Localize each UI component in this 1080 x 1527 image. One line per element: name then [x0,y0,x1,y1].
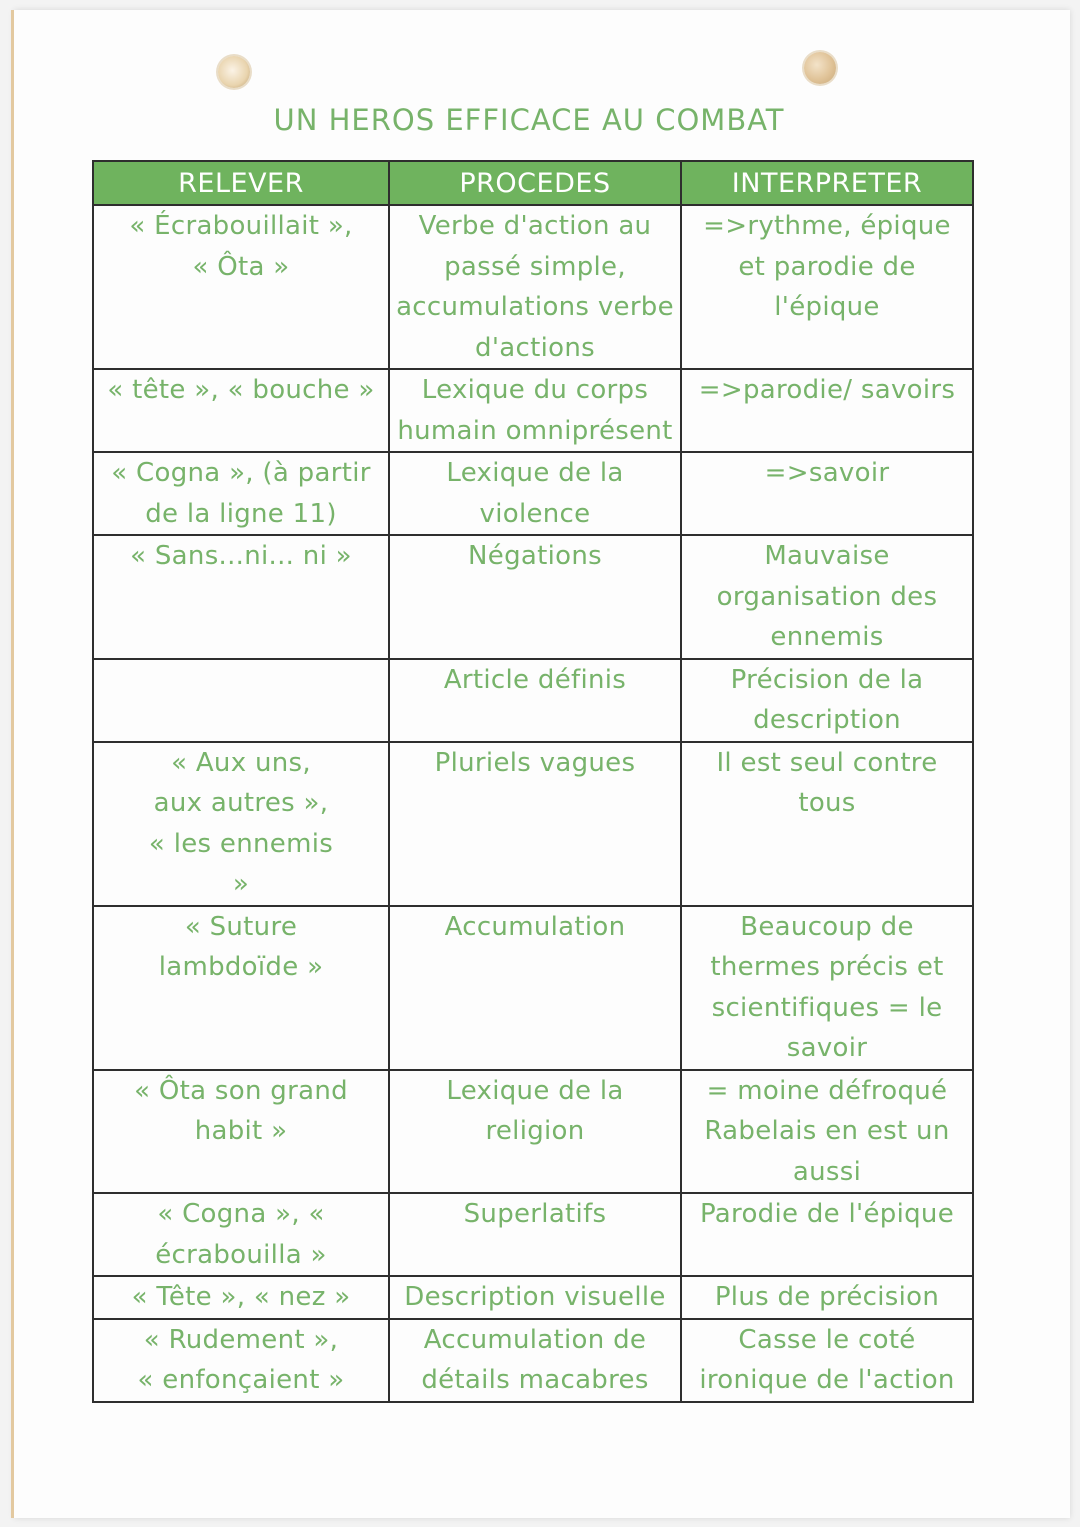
cell-relever: « Cogna », (à partir de la ligne 11) [93,452,389,535]
cell-relever: « Suture lambdoïde » [93,906,389,1070]
table-row [93,1319,973,1402]
cell-relever [93,659,389,742]
table-row [93,1193,973,1276]
cell-interpreter: = moine défroqué Rabelais en est un aussi [681,1070,973,1194]
cell-procedes: Négations [389,535,681,659]
table-row [93,452,973,535]
cell-relever: « Rudement », « enfonçaient » [93,1319,389,1402]
column-header-interpreter: INTERPRETER [681,161,973,205]
punch-hole-left [218,56,250,88]
cell-relever: « tête », « bouche » [93,369,389,452]
page-title: UN HEROS EFFICACE AU COMBAT [273,103,785,137]
table-row [93,1276,973,1319]
cell-procedes: Accumulation [389,906,681,1070]
cell-relever: « Sans...ni... ni » [93,535,389,659]
cell-procedes: Lexique de la religion [389,1070,681,1194]
analysis-table [92,160,974,1403]
table-row [93,742,973,906]
cell-interpreter: =>parodie/ savoirs [681,369,973,452]
cell-procedes: Superlatifs [389,1193,681,1276]
cell-interpreter: =>savoir [681,452,973,535]
cell-procedes: Verbe d'action au passé simple, accumulations verbe d'actions [389,205,681,369]
table-row [93,369,973,452]
column-header-procedes: PROCEDES [389,161,681,205]
cell-procedes: Pluriels vagues [389,742,681,906]
cell-relever: « Cogna », « écrabouilla » [93,1193,389,1276]
table-header-row [93,161,973,205]
table-row [93,205,973,369]
cell-interpreter: Il est seul contre tous [681,742,973,906]
table-row [93,659,973,742]
cell-procedes: Lexique du corps humain omniprésent [389,369,681,452]
cell-interpreter: Plus de précision [681,1276,973,1319]
cell-interpreter: Parodie de l'épique [681,1193,973,1276]
cell-interpreter: Mauvaise organisation des ennemis [681,535,973,659]
cell-relever: « Écrabouillait », « Ôta » [93,205,389,369]
cell-procedes: Accumulation de détails macabres [389,1319,681,1402]
cell-relever: « Tête », « nez » [93,1276,389,1319]
punch-hole-right [804,52,836,84]
cell-interpreter: =>rythme, épique et parodie de l'épique [681,205,973,369]
table-row [93,535,973,659]
cell-interpreter: Casse le coté ironique de l'action [681,1319,973,1402]
cell-relever: « Ôta son grand habit » [93,1070,389,1194]
cell-interpreter: Précision de la description [681,659,973,742]
table-row [93,906,973,1070]
cell-interpreter: Beaucoup de thermes précis et scientifiques = le savoir [681,906,973,1070]
cell-relever: « Aux uns, aux autres », « les ennemis » [93,742,389,906]
cell-procedes: Lexique de la violence [389,452,681,535]
cell-procedes: Article définis [389,659,681,742]
cell-procedes: Description visuelle [389,1276,681,1319]
table-row [93,1070,973,1194]
column-header-relever: RELEVER [93,161,389,205]
